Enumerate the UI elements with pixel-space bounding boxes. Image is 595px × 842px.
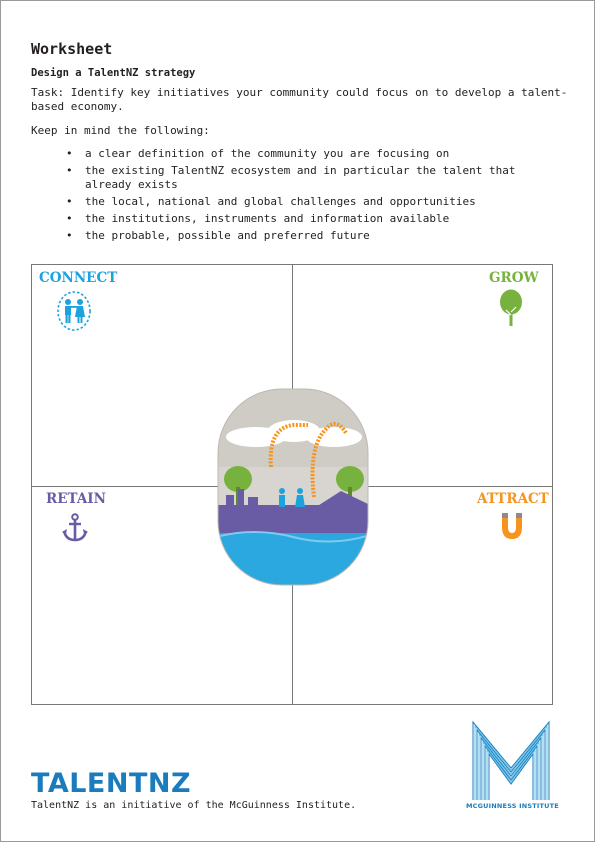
page-title: Worksheet	[31, 40, 113, 58]
list-item: • a clear definition of the community you are focusing on	[66, 147, 566, 161]
task-text: Task: Identify key initiatives your community could focus on to develop a talent-based economy.	[31, 86, 568, 113]
mcguinness-institute-label: MCGUINNESS INSTITUTE	[466, 802, 559, 810]
footer-tagline: TalentNZ is an initiative of the McGuinness Institute.	[31, 800, 357, 811]
bullet-list	[66, 147, 566, 246]
tree-icon	[498, 289, 524, 327]
mcguinness-logo-icon	[469, 720, 553, 800]
grow-label: GROW	[489, 270, 539, 286]
page-subtitle: Design a TalentNZ strategy	[31, 67, 196, 79]
magnet-icon	[500, 511, 524, 541]
anchor-icon	[61, 513, 89, 543]
list-item: • the local, national and global challenges and opportunities	[66, 195, 566, 209]
connect-label: CONNECT	[39, 270, 118, 286]
keep-in-mind-text: Keep in mind the following:	[31, 124, 210, 137]
list-item: • the existing TalentNZ ecosystem and in particular the talent that already exists	[66, 164, 566, 191]
attract-label: ATTRACT	[477, 491, 549, 507]
talent-ecosystem-diagram	[216, 387, 370, 587]
list-item: • the probable, possible and preferred future	[66, 229, 566, 243]
talentnz-logo: TALENTNZ	[31, 768, 192, 799]
list-item: • the institutions, instruments and information available	[66, 212, 566, 226]
retain-label: RETAIN	[46, 491, 106, 507]
people-icon	[56, 290, 92, 332]
